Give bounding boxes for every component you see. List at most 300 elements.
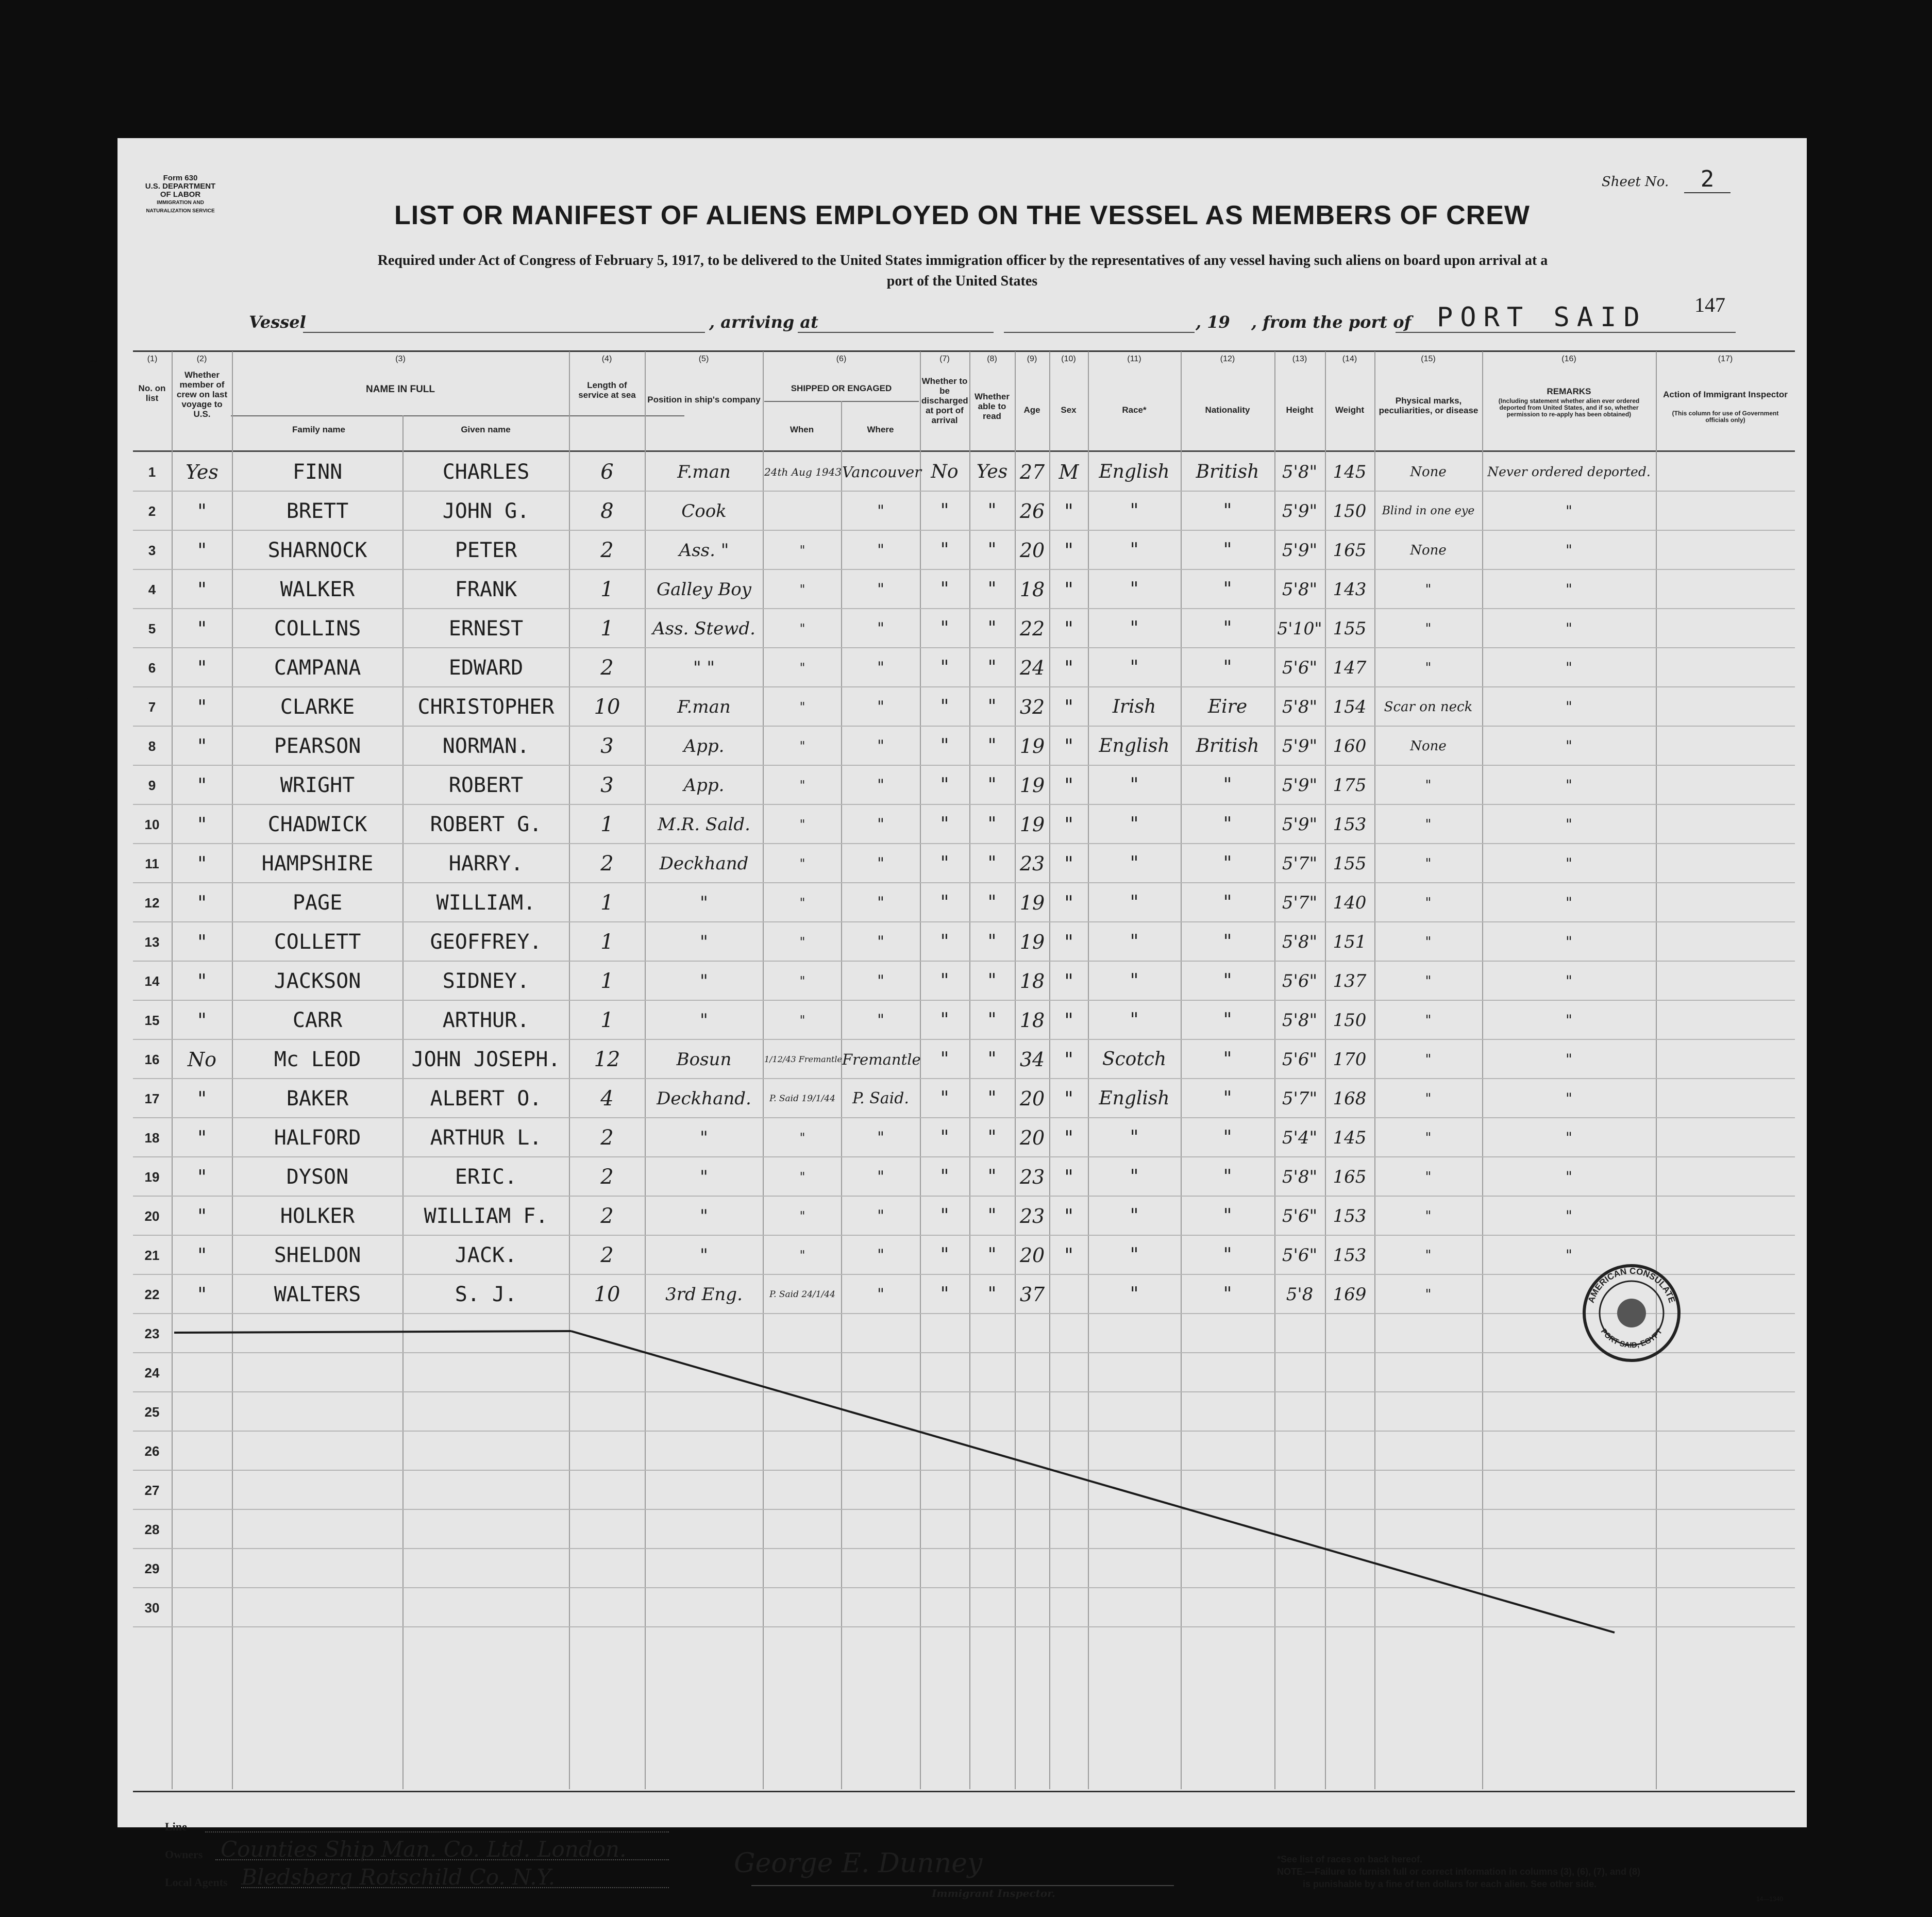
cell-where: " — [877, 698, 884, 716]
inspector-label: Immigrant Inspector. — [932, 1887, 1055, 1899]
cell-race: " — [1130, 1245, 1139, 1266]
row-number: 17 — [144, 1091, 160, 1106]
cell-where: " — [877, 854, 884, 872]
cell-height: 5'7" — [1282, 853, 1318, 874]
cell-where: " — [877, 1285, 884, 1303]
col-num-12: (12) — [1220, 355, 1235, 363]
cell-race: English — [1099, 461, 1170, 482]
cell-when: 1/12/43 Fremantle — [764, 1054, 843, 1064]
col-num-16: (16) — [1561, 355, 1576, 363]
cell-disch: " — [940, 853, 949, 874]
cell-marks: " — [1425, 817, 1432, 832]
cell-given: ALBERT O. — [430, 1087, 542, 1111]
consulate-stamp — [1580, 1262, 1683, 1365]
cell-nat: Eire — [1207, 696, 1248, 717]
col-num-13: (13) — [1292, 355, 1307, 363]
cell-weight: 147 — [1333, 658, 1367, 678]
cell-given: EDWARD — [448, 656, 524, 680]
header-where: Where — [867, 425, 894, 434]
cell-disch: " — [940, 540, 949, 561]
cell-marks: " — [1425, 1130, 1432, 1146]
cell-sex: " — [1064, 500, 1073, 523]
cell-race: " — [1130, 775, 1139, 796]
cell-family: COLLINS — [274, 617, 361, 641]
cell-race: " — [1130, 814, 1139, 835]
cell-age: 19 — [1019, 892, 1045, 914]
cell-read: " — [987, 540, 997, 561]
cell-read: " — [987, 657, 997, 678]
row-number: 30 — [144, 1600, 160, 1616]
cell-age: 32 — [1019, 696, 1045, 718]
cell-height: 5'8 — [1286, 1284, 1314, 1305]
row-number: 28 — [144, 1522, 160, 1537]
cell-remarks: " — [1566, 816, 1572, 833]
header-race: Race* — [1122, 405, 1147, 415]
cell-nat: " — [1223, 540, 1232, 561]
cell-sex: " — [1064, 1126, 1073, 1149]
cell-read: " — [987, 735, 997, 756]
cell-when: " — [799, 974, 805, 988]
header-last-voyage: Whether member of crew on last voyage to U.S. — [176, 370, 228, 419]
cell-height: 5'9" — [1282, 775, 1318, 796]
cell-when: " — [799, 543, 805, 558]
cell-sex: " — [1064, 617, 1073, 640]
header-weight: Weight — [1335, 405, 1365, 415]
cell-remarks: " — [1566, 894, 1572, 911]
cell-last: Yes — [186, 461, 219, 483]
cell-height: 5'7" — [1282, 1088, 1318, 1109]
row-number: 21 — [144, 1248, 160, 1263]
arriving-label: , arriving at — [709, 312, 818, 332]
header-length-service: Length of service at sea — [578, 380, 636, 400]
cell-weight: 143 — [1333, 579, 1367, 600]
header-action-note: (This column for use of Government officials only) — [1672, 410, 1779, 424]
cell-weight: 153 — [1333, 814, 1367, 835]
header-height: Height — [1286, 405, 1314, 415]
cell-height: 5'8" — [1282, 697, 1318, 717]
row-number: 19 — [144, 1169, 160, 1185]
cell-family: WRIGHT — [280, 773, 355, 797]
cell-nat: " — [1223, 970, 1232, 991]
header-remarks: REMARKS — [1547, 386, 1591, 396]
cell-remarks: " — [1566, 698, 1572, 715]
cell-race: English — [1099, 735, 1170, 756]
cell-nat: British — [1196, 735, 1259, 756]
header-remarks-note: (Including statement whether alien ever ordered deported from United States, and if so, whether permission to re-apply has been obtained) — [1498, 397, 1640, 418]
cell-last: " — [197, 931, 207, 953]
cell-family: FINN — [292, 460, 343, 484]
cell-given: SIDNEY. — [442, 969, 530, 993]
cell-service: 8 — [600, 499, 614, 523]
cell-family: SHELDON — [274, 1243, 361, 1267]
cell-given: ARTHUR. — [442, 1008, 530, 1032]
row-number: 22 — [144, 1287, 160, 1302]
cell-service: 1 — [600, 578, 614, 601]
cell-read: " — [987, 970, 997, 991]
cell-age: 19 — [1019, 735, 1045, 758]
cell-sex: " — [1064, 578, 1073, 601]
cell-sex: " — [1064, 892, 1073, 914]
cell-where: " — [877, 1246, 884, 1264]
row-number: 27 — [144, 1483, 160, 1498]
cell-height: 5'6" — [1282, 1049, 1318, 1070]
cell-read: " — [987, 1205, 997, 1226]
cell-marks: " — [1425, 1208, 1432, 1224]
cell-position: " — [700, 1245, 708, 1266]
manifest-sheet — [117, 138, 1807, 1903]
cell-race: " — [1130, 540, 1139, 561]
stamp-top-text: AMERICAN CONSULATE — [1586, 1266, 1677, 1304]
footer-note-3: is punishable by a fine of ten dollars for each alien. See other side. — [1303, 1879, 1597, 1889]
cell-remarks: " — [1566, 1247, 1572, 1264]
cell-last: " — [197, 617, 207, 640]
cell-sex: " — [1064, 1166, 1073, 1188]
cell-remarks: " — [1566, 972, 1572, 989]
cell-remarks: " — [1566, 1051, 1572, 1068]
cell-service: 2 — [600, 1204, 614, 1228]
cell-nat: " — [1223, 618, 1232, 639]
cell-last: " — [197, 735, 207, 758]
row-number: 4 — [148, 582, 156, 597]
page-title: LIST OR MANIFEST OF ALIENS EMPLOYED ON THE VESSEL AS MEMBERS OF CREW — [394, 200, 1530, 230]
cell-disch: " — [940, 1166, 949, 1187]
vessel-label: Vessel — [249, 312, 306, 332]
cell-position: " — [700, 932, 708, 952]
row-number: 7 — [148, 699, 156, 715]
cell-when: " — [799, 621, 805, 636]
cell-weight: 165 — [1333, 540, 1367, 561]
form-number: Form 630 — [163, 174, 198, 182]
cell-given: ERIC. — [455, 1165, 517, 1189]
col-num-3: (3) — [395, 355, 406, 363]
sheet-label: Sheet No. — [1602, 174, 1669, 190]
cell-read: " — [987, 853, 997, 874]
cell-remarks: " — [1566, 737, 1572, 754]
cell-position: 3rd Eng. — [665, 1284, 743, 1305]
cell-where: " — [877, 1168, 884, 1186]
cell-when: " — [799, 1131, 805, 1145]
cell-position: Galley Boy — [657, 579, 751, 600]
cell-marks: " — [1425, 621, 1432, 636]
cell-nat: " — [1223, 1127, 1232, 1148]
row-number: 8 — [148, 738, 156, 754]
cell-where: " — [877, 541, 884, 559]
col-num-10: (10) — [1061, 355, 1076, 363]
cell-family: CLARKE — [280, 695, 355, 719]
cell-service: 2 — [600, 539, 614, 562]
cell-race: " — [1130, 1010, 1139, 1031]
cell-family: PAGE — [292, 891, 343, 915]
cell-sex: M — [1059, 461, 1079, 483]
cell-disch: " — [940, 1127, 949, 1148]
header-nationality: Nationality — [1205, 405, 1250, 415]
cell-disch: " — [940, 735, 949, 756]
col-num-14: (14) — [1342, 355, 1357, 363]
header-name-in-full: NAME IN FULL — [365, 384, 435, 395]
cell-remarks: " — [1566, 1168, 1572, 1185]
cell-when: " — [799, 817, 805, 832]
row-number: 9 — [148, 778, 156, 793]
cell-marks: " — [1425, 778, 1432, 793]
cell-age: 20 — [1019, 1087, 1045, 1110]
department-name: U.S. DEPARTMENT OF LABOR — [145, 182, 216, 199]
header-when: When — [789, 425, 814, 434]
cell-weight: 155 — [1333, 853, 1367, 874]
cell-age: 23 — [1019, 1166, 1045, 1188]
cell-read: " — [987, 814, 997, 835]
cell-height: 5'9" — [1282, 540, 1318, 561]
cell-when: " — [799, 1013, 805, 1028]
cell-disch: " — [940, 618, 949, 639]
row-number: 18 — [144, 1130, 160, 1146]
cell-when: " — [799, 896, 805, 910]
cell-height: 5'8" — [1282, 932, 1318, 952]
cell-last: No — [187, 1048, 217, 1071]
cell-height: 5'9" — [1282, 501, 1318, 522]
cell-marks: " — [1425, 1169, 1432, 1185]
cell-given: CHRISTOPHER — [417, 695, 555, 719]
cell-family: JACKSON — [274, 969, 361, 993]
cell-height: 5'7" — [1282, 893, 1318, 913]
cell-service: 1 — [600, 969, 614, 993]
punch-hole — [80, 674, 106, 700]
cell-nat: " — [1223, 1010, 1232, 1031]
cell-remarks: " — [1566, 1090, 1572, 1107]
cell-remarks: " — [1566, 855, 1572, 872]
cell-race: " — [1130, 579, 1139, 600]
cell-marks: None — [1410, 738, 1447, 754]
cell-family: BAKER — [286, 1087, 349, 1111]
year-label: , 19 — [1196, 312, 1230, 332]
cell-sex: " — [1064, 657, 1073, 679]
cancel-line — [117, 138, 1807, 1827]
cell-family: Mc LEOD — [274, 1048, 361, 1071]
cell-read: " — [987, 696, 997, 717]
cell-weight: 145 — [1333, 1128, 1367, 1148]
cell-family: CAMPANA — [274, 656, 361, 680]
cell-age: 18 — [1019, 970, 1045, 993]
line-field[interactable] — [205, 1831, 669, 1832]
cell-height: 5'10" — [1277, 618, 1322, 638]
row-number: 26 — [144, 1443, 160, 1459]
cell-last: " — [197, 1283, 207, 1306]
cell-marks: " — [1425, 1052, 1432, 1067]
cell-nat: " — [1223, 814, 1232, 835]
row-number: 15 — [144, 1013, 160, 1028]
cell-service: 3 — [600, 734, 614, 758]
cell-weight: 155 — [1333, 618, 1367, 639]
cell-family: WALKER — [280, 578, 355, 601]
cell-last: " — [197, 696, 207, 718]
row-number: 1 — [148, 464, 156, 480]
row-number: 16 — [144, 1052, 160, 1067]
cell-family: WALTERS — [274, 1283, 361, 1306]
cell-last: " — [197, 852, 207, 875]
col-num-5: (5) — [698, 355, 709, 363]
cell-when: " — [799, 661, 805, 675]
cell-height: 5'8" — [1282, 1010, 1318, 1031]
cell-when: " — [799, 700, 805, 714]
cell-last: " — [197, 1009, 207, 1032]
stamp-bottom-text: PORT SAID, EGYPT — [1599, 1327, 1665, 1350]
cell-read: " — [987, 1088, 997, 1109]
from-port-label: , from the port of — [1251, 312, 1412, 332]
cell-weight: 165 — [1333, 1167, 1367, 1187]
cell-race: " — [1130, 1166, 1139, 1187]
cell-given: ROBERT G. — [430, 813, 542, 836]
cell-sex: " — [1064, 735, 1073, 758]
cell-weight: 137 — [1333, 971, 1367, 991]
agents-value: Bledsberg Rotschild Co. N.Y. — [241, 1864, 556, 1890]
cell-sex: " — [1064, 970, 1073, 993]
row-number: 20 — [144, 1208, 160, 1224]
punch-hole — [80, 1571, 106, 1596]
cell-position: Ass. " — [679, 540, 729, 561]
cell-nat: " — [1223, 775, 1232, 796]
cell-read: " — [987, 1166, 997, 1187]
cell-weight: 175 — [1333, 775, 1367, 796]
cell-age: 19 — [1019, 774, 1045, 797]
cell-age: 22 — [1019, 617, 1045, 640]
cell-nat: " — [1223, 853, 1232, 874]
cell-where: Fremantle — [842, 1051, 921, 1068]
cell-read: " — [987, 931, 997, 952]
cell-last: " — [197, 970, 207, 993]
cell-read: " — [987, 618, 997, 639]
cell-disch: No — [931, 461, 959, 482]
cell-marks: " — [1425, 895, 1432, 911]
cell-nat: " — [1223, 1205, 1232, 1226]
cell-given: WILLIAM F. — [424, 1204, 548, 1228]
cell-sex: " — [1064, 1087, 1073, 1110]
cell-position: M.R. Sald. — [658, 814, 750, 835]
cell-service: 3 — [600, 773, 614, 797]
cell-remarks: " — [1566, 502, 1572, 519]
row-number: 6 — [148, 660, 156, 676]
cell-disch: " — [940, 500, 949, 522]
cell-race: " — [1130, 892, 1139, 913]
cell-age: 24 — [1019, 657, 1045, 679]
cell-when: 24th Aug 1943 — [764, 466, 842, 478]
cell-where: " — [877, 737, 884, 755]
cell-service: 1 — [600, 891, 614, 915]
header-position: Position in ship's company — [647, 395, 761, 405]
cell-height: 5'4" — [1282, 1128, 1318, 1148]
cell-family: HAMPSHIRE — [261, 852, 374, 876]
cell-where: " — [877, 776, 884, 794]
cell-remarks: " — [1566, 777, 1572, 794]
punch-hole — [80, 453, 106, 479]
cell-where: " — [877, 580, 884, 598]
cell-family: CARR — [292, 1008, 343, 1032]
cell-remarks: " — [1566, 1012, 1572, 1029]
cell-where: " — [877, 815, 884, 833]
cell-where: P. Said. — [852, 1089, 909, 1107]
inspector-signature: George E. Dunney — [734, 1848, 983, 1879]
row-number: 14 — [144, 973, 160, 989]
footer-note-1: *See list of races on back hereof. — [1277, 1854, 1423, 1864]
cell-height: 5'6" — [1282, 1245, 1318, 1266]
cell-race: " — [1130, 931, 1139, 952]
cell-age: 23 — [1019, 1205, 1045, 1227]
subtitle-line-2: port of the United States — [886, 273, 1038, 289]
cell-family: PEARSON — [274, 734, 361, 758]
col-num-2: (2) — [196, 355, 207, 363]
cell-race: English — [1099, 1088, 1170, 1109]
cell-position: Bosun — [676, 1049, 732, 1070]
cell-nat: " — [1223, 1245, 1232, 1266]
cell-disch: " — [940, 892, 949, 913]
cell-service: 2 — [600, 656, 614, 680]
col-num-17: (17) — [1718, 355, 1733, 363]
cell-marks: " — [1425, 1248, 1432, 1263]
cell-family: HALFORD — [274, 1126, 361, 1150]
cell-race: " — [1130, 853, 1139, 874]
row-number: 29 — [144, 1561, 160, 1576]
cell-when: " — [799, 739, 805, 753]
cell-weight: 160 — [1333, 736, 1367, 756]
cell-when: " — [799, 1248, 805, 1263]
cell-marks: None — [1410, 543, 1447, 558]
cell-position: " — [700, 893, 708, 913]
cell-marks: " — [1425, 660, 1432, 676]
cell-race: " — [1130, 618, 1139, 639]
agents-label: Local Agents — [165, 1876, 228, 1889]
cell-height: 5'9" — [1282, 814, 1318, 835]
cell-given: FRANK — [455, 578, 517, 601]
cell-given: JOHN JOSEPH. — [411, 1048, 561, 1071]
cell-height: 5'6" — [1282, 658, 1318, 678]
cell-race: " — [1130, 1205, 1139, 1226]
cell-nat: " — [1223, 1049, 1232, 1070]
cell-service: 12 — [594, 1048, 620, 1071]
cell-read: " — [987, 892, 997, 913]
cell-age: 19 — [1019, 813, 1045, 836]
cell-height: 5'6" — [1282, 971, 1318, 991]
row-number: 25 — [144, 1404, 160, 1420]
col-num-1: (1) — [147, 355, 158, 363]
cell-sex: " — [1064, 931, 1073, 953]
cell-last: " — [197, 892, 207, 914]
cell-service: 2 — [600, 1126, 614, 1150]
cell-given: NORMAN. — [442, 734, 530, 758]
cell-where: " — [877, 659, 884, 677]
cell-sex: " — [1064, 1009, 1073, 1032]
cell-age: 18 — [1019, 578, 1045, 601]
cell-weight: 150 — [1333, 1010, 1367, 1031]
cell-last: " — [197, 774, 207, 797]
line-label: Line — [165, 1820, 187, 1833]
header-discharged: Whether to be discharged at port of arrival — [921, 376, 968, 425]
header-no-on-list: No. on list — [138, 383, 166, 403]
cell-nat: " — [1223, 1284, 1232, 1305]
owners-value: Counties Ship Man. Co. Ltd. London. — [221, 1837, 627, 1862]
cell-age: 19 — [1019, 931, 1045, 953]
cell-position: App. — [683, 736, 725, 756]
cell-disch: " — [940, 1049, 949, 1070]
cell-position: F.man — [677, 462, 731, 482]
cell-sex: " — [1064, 696, 1073, 718]
cell-remarks: Never ordered deported. — [1487, 464, 1651, 479]
cell-when: P. Said 19/1/44 — [769, 1094, 835, 1104]
inspector-line — [751, 1885, 1174, 1886]
cell-nat: " — [1223, 1088, 1232, 1109]
cell-position: Ass. Stewd. — [652, 618, 755, 639]
cell-given: JACK. — [455, 1243, 517, 1267]
cell-height: 5'8" — [1282, 579, 1318, 600]
row-number: 23 — [144, 1326, 160, 1341]
cell-height: 5'8" — [1282, 462, 1318, 482]
